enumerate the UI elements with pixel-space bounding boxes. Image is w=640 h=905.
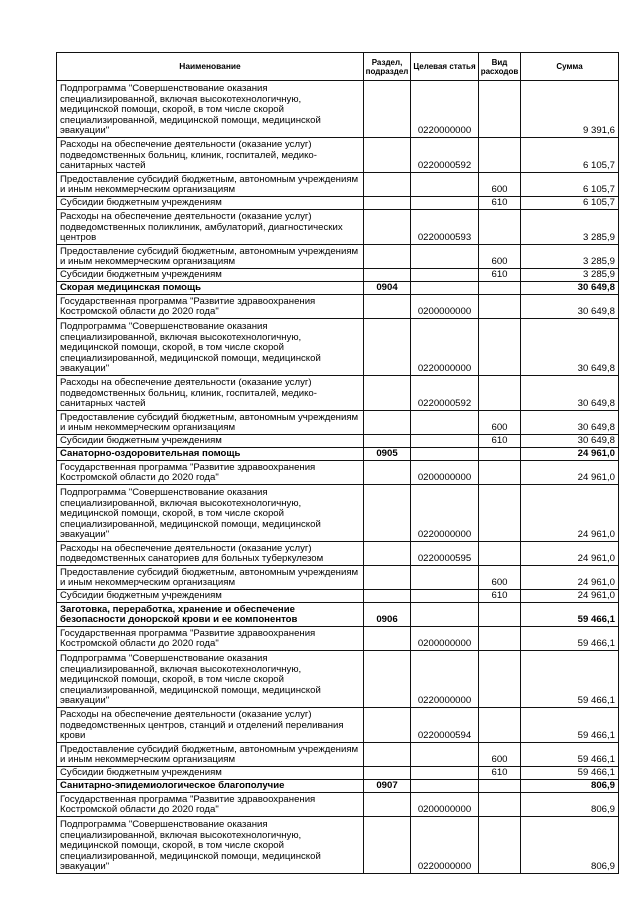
cell-name: Субсидии бюджетным учреждениям: [57, 767, 364, 780]
table-row: [57, 780, 619, 793]
cell-section: [364, 269, 411, 282]
cell-sum: 30 649,8: [521, 282, 619, 295]
cell-type: [479, 780, 521, 793]
cell-type: [479, 319, 521, 376]
table-row: [57, 485, 619, 542]
cell-type: [479, 603, 521, 627]
cell-target: [411, 245, 479, 269]
table-row: [57, 138, 619, 173]
cell-type: [479, 485, 521, 542]
cell-target: 0220000000: [411, 817, 479, 874]
cell-name: Заготовка, переработка, хранение и обеспечение безопасности донорской крови и ее компонентов: [57, 603, 364, 627]
cell-name: Предоставление субсидий бюджетным, автономным учреждениям и иным некоммерческим организациям: [57, 245, 364, 269]
cell-sum: 59 466,1: [521, 603, 619, 627]
cell-target: [411, 411, 479, 435]
cell-name: Расходы на обеспечение деятельности (оказание услуг) подведомственных больниц, клиник, госпиталей, медико-санитарных частей: [57, 376, 364, 411]
cell-target: 0200000000: [411, 793, 479, 817]
cell-name: Санаторно-оздоровительная помощь: [57, 448, 364, 461]
table-row: [57, 603, 619, 627]
cell-section: [364, 767, 411, 780]
cell-target: [411, 269, 479, 282]
cell-sum: 806,9: [521, 817, 619, 874]
cell-type: [479, 793, 521, 817]
cell-sum: 59 466,1: [521, 767, 619, 780]
cell-name: Расходы на обеспечение деятельности (оказание услуг) подведомственных больниц, клиник, госпиталей, медико-санитарных частей: [57, 138, 364, 173]
cell-sum: 3 285,9: [521, 245, 619, 269]
cell-section: [364, 817, 411, 874]
table-row: [57, 627, 619, 651]
cell-target: [411, 767, 479, 780]
cell-section: [364, 485, 411, 542]
table-row: [57, 376, 619, 411]
cell-type: [479, 627, 521, 651]
cell-type: [479, 448, 521, 461]
cell-type: [479, 376, 521, 411]
cell-type: 600: [479, 566, 521, 590]
header-type: Вид расходов: [479, 53, 521, 81]
cell-name: Санитарно-эпидемиологическое благополучие: [57, 780, 364, 793]
cell-type: [479, 461, 521, 485]
cell-name: Подпрограмма "Совершенствование оказания специализированной, включая высокотехнологичную, медицинской помощи, скорой, в том числе скорой специализированной, медицинской помощи, медицинской эвакуации": [57, 817, 364, 874]
cell-section: [364, 138, 411, 173]
table-row: [57, 319, 619, 376]
cell-target: 0220000594: [411, 708, 479, 743]
table-row: [57, 793, 619, 817]
cell-type: [479, 817, 521, 874]
cell-target: 0220000000: [411, 81, 479, 138]
cell-sum: 3 285,9: [521, 269, 619, 282]
cell-name: Государственная программа "Развитие здравоохранения Костромской области до 2020 года": [57, 627, 364, 651]
table-row: [57, 245, 619, 269]
cell-section: [364, 210, 411, 245]
cell-type: [479, 542, 521, 566]
table-row: [57, 651, 619, 708]
cell-sum: 6 105,7: [521, 173, 619, 197]
cell-section: [364, 376, 411, 411]
cell-name: Предоставление субсидий бюджетным, автономным учреждениям и иным некоммерческим организациям: [57, 566, 364, 590]
cell-type: [479, 138, 521, 173]
cell-sum: 59 466,1: [521, 627, 619, 651]
cell-type: 600: [479, 411, 521, 435]
cell-section: [364, 173, 411, 197]
cell-name: Подпрограмма "Совершенствование оказания специализированной, включая высокотехнологичную, медицинской помощи, скорой, в том числе скорой специализированной, медицинской помощи, медицинской эвакуации": [57, 81, 364, 138]
cell-type: [479, 708, 521, 743]
cell-section: [364, 197, 411, 210]
table-row: [57, 435, 619, 448]
cell-sum: 30 649,8: [521, 435, 619, 448]
cell-target: 0220000595: [411, 542, 479, 566]
cell-sum: 806,9: [521, 780, 619, 793]
cell-sum: 30 649,8: [521, 376, 619, 411]
header-sum: Сумма: [521, 53, 619, 81]
cell-sum: 30 649,8: [521, 295, 619, 319]
table-row: [57, 295, 619, 319]
cell-type: 600: [479, 743, 521, 767]
cell-name: Подпрограмма "Совершенствование оказания специализированной, включая высокотехнологичную, медицинской помощи, скорой, в том числе скорой специализированной, медицинской помощи, медицинской эвакуации": [57, 485, 364, 542]
cell-name: Предоставление субсидий бюджетным, автономным учреждениям и иным некоммерческим организациям: [57, 173, 364, 197]
cell-section: [364, 411, 411, 435]
cell-type: 600: [479, 245, 521, 269]
cell-section: [364, 566, 411, 590]
cell-section: [364, 461, 411, 485]
cell-target: 0200000000: [411, 461, 479, 485]
cell-type: [479, 651, 521, 708]
cell-sum: 3 285,9: [521, 210, 619, 245]
cell-sum: 24 961,0: [521, 566, 619, 590]
table-row: [57, 566, 619, 590]
cell-target: [411, 743, 479, 767]
table-row: [57, 210, 619, 245]
cell-target: 0220000000: [411, 319, 479, 376]
cell-name: Расходы на обеспечение деятельности (оказание услуг) подведомственных центров, станций и отделений переливания крови: [57, 708, 364, 743]
cell-sum: 6 105,7: [521, 197, 619, 210]
table-row: [57, 708, 619, 743]
table-row: [57, 743, 619, 767]
cell-type: 610: [479, 269, 521, 282]
cell-section: [364, 542, 411, 566]
cell-sum: 24 961,0: [521, 542, 619, 566]
cell-sum: 9 391,6: [521, 81, 619, 138]
table-header-row: [57, 53, 619, 81]
cell-name: Предоставление субсидий бюджетным, автономным учреждениям и иным некоммерческим организациям: [57, 743, 364, 767]
cell-name: Предоставление субсидий бюджетным, автономным учреждениям и иным некоммерческим организациям: [57, 411, 364, 435]
header-name: Наименование: [57, 53, 364, 81]
cell-sum: 59 466,1: [521, 708, 619, 743]
budget-document: [56, 52, 618, 874]
cell-target: [411, 780, 479, 793]
cell-section: [364, 627, 411, 651]
cell-target: 0220000592: [411, 138, 479, 173]
cell-target: [411, 448, 479, 461]
cell-type: 610: [479, 767, 521, 780]
cell-sum: 6 105,7: [521, 138, 619, 173]
cell-sum: 24 961,0: [521, 448, 619, 461]
cell-name: Подпрограмма "Совершенствование оказания специализированной, включая высокотехнологичную, медицинской помощи, скорой, в том числе скорой специализированной, медицинской помощи, медицинской эвакуации": [57, 651, 364, 708]
cell-name: Расходы на обеспечение деятельности (оказание услуг) подведомственных санаториев для больных туберкулезом: [57, 542, 364, 566]
table-body: [57, 81, 619, 874]
cell-sum: 806,9: [521, 793, 619, 817]
cell-target: [411, 603, 479, 627]
cell-target: 0220000593: [411, 210, 479, 245]
table-row: [57, 767, 619, 780]
cell-target: [411, 590, 479, 603]
table-row: [57, 197, 619, 210]
cell-section: [364, 81, 411, 138]
header-section: Раздел, подраздел: [364, 53, 411, 81]
cell-section: [364, 651, 411, 708]
cell-type: 600: [479, 173, 521, 197]
cell-sum: 59 466,1: [521, 743, 619, 767]
cell-sum: 24 961,0: [521, 461, 619, 485]
cell-section: 0905: [364, 448, 411, 461]
cell-section: [364, 245, 411, 269]
table-row: [57, 461, 619, 485]
cell-section: [364, 295, 411, 319]
cell-target: [411, 435, 479, 448]
table-row: [57, 590, 619, 603]
cell-sum: 59 466,1: [521, 651, 619, 708]
cell-type: [479, 210, 521, 245]
cell-name: Государственная программа "Развитие здравоохранения Костромской области до 2020 года": [57, 793, 364, 817]
cell-type: [479, 282, 521, 295]
cell-type: 610: [479, 590, 521, 603]
cell-name: Подпрограмма "Совершенствование оказания специализированной, включая высокотехнологичную, медицинской помощи, скорой, в том числе скорой специализированной, медицинской помощи, медицинской эвакуации": [57, 319, 364, 376]
table-row: [57, 448, 619, 461]
cell-section: [364, 435, 411, 448]
header-target: Целевая статья: [411, 53, 479, 81]
cell-name: Субсидии бюджетным учреждениям: [57, 197, 364, 210]
table-row: [57, 81, 619, 138]
table-row: [57, 282, 619, 295]
cell-name: Расходы на обеспечение деятельности (оказание услуг) подведомственных поликлиник, амбулаторий, диагностических центров: [57, 210, 364, 245]
cell-name: Государственная программа "Развитие здравоохранения Костромской области до 2020 года": [57, 461, 364, 485]
cell-sum: 24 961,0: [521, 590, 619, 603]
cell-sum: 30 649,8: [521, 319, 619, 376]
cell-type: [479, 295, 521, 319]
cell-sum: 24 961,0: [521, 485, 619, 542]
table-row: [57, 269, 619, 282]
cell-target: [411, 197, 479, 210]
cell-target: [411, 173, 479, 197]
cell-type: 610: [479, 197, 521, 210]
cell-name: Скорая медицинская помощь: [57, 282, 364, 295]
table-row: [57, 173, 619, 197]
budget-table: [56, 52, 619, 874]
cell-target: 0220000000: [411, 651, 479, 708]
cell-section: 0904: [364, 282, 411, 295]
cell-name: Субсидии бюджетным учреждениям: [57, 269, 364, 282]
cell-sum: 30 649,8: [521, 411, 619, 435]
cell-section: 0907: [364, 780, 411, 793]
cell-section: [364, 319, 411, 376]
cell-section: [364, 708, 411, 743]
cell-type: [479, 81, 521, 138]
table-row: [57, 411, 619, 435]
cell-section: 0906: [364, 603, 411, 627]
cell-name: Государственная программа "Развитие здравоохранения Костромской области до 2020 года": [57, 295, 364, 319]
cell-target: [411, 282, 479, 295]
cell-section: [364, 743, 411, 767]
cell-target: 0220000000: [411, 485, 479, 542]
table-row: [57, 817, 619, 874]
table-row: [57, 542, 619, 566]
cell-type: 610: [479, 435, 521, 448]
cell-target: 0200000000: [411, 295, 479, 319]
cell-target: 0200000000: [411, 627, 479, 651]
cell-name: Субсидии бюджетным учреждениям: [57, 590, 364, 603]
cell-target: [411, 566, 479, 590]
cell-section: [364, 793, 411, 817]
cell-section: [364, 590, 411, 603]
cell-name: Субсидии бюджетным учреждениям: [57, 435, 364, 448]
cell-target: 0220000592: [411, 376, 479, 411]
